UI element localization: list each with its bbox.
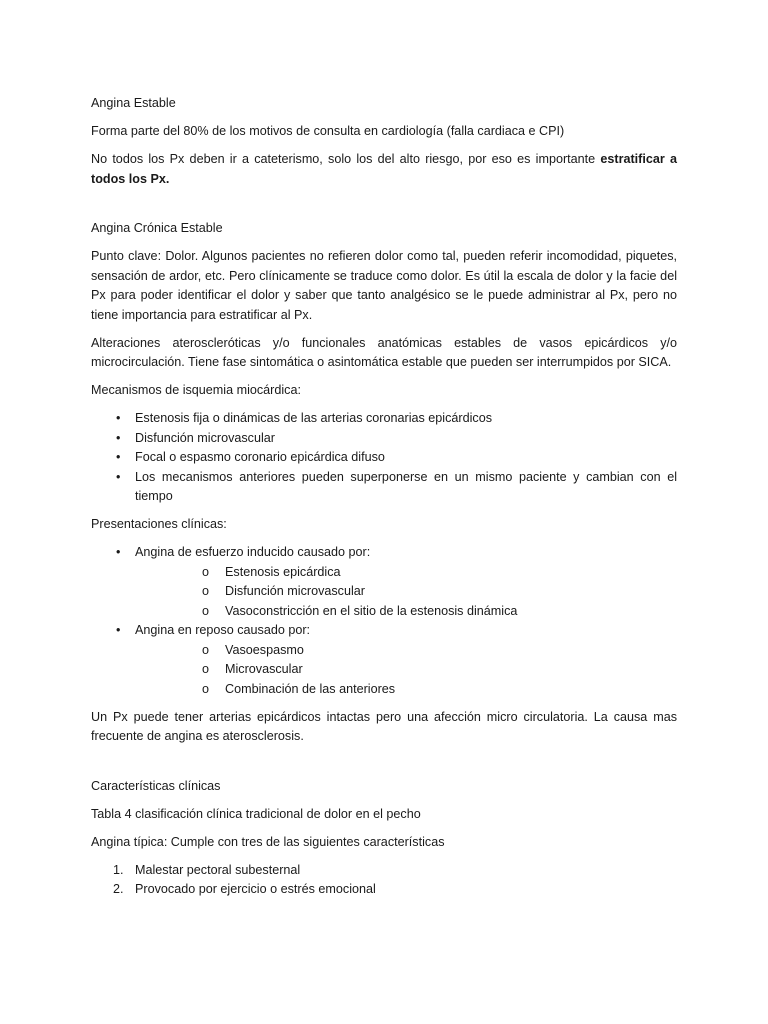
paragraph-motivos-consulta: Forma parte del 80% de los motivos de consulta en cardiología (falla cardiaca e CPI)	[91, 124, 565, 138]
paragraph-punto-clave: Punto clave: Dolor. Algunos pacientes no refieren dolor como tal, pueden referir incomodidad, piquetes, sensación de ardor, etc. Pero clínicamente se traduce como dolor. Es útil la escala de dolor y la facie del Px para poder identificar el dolor y saber que tanto analgésico se le puede administrar al Px, pero no tiene importancia para estratificar al Px.	[91, 249, 677, 322]
numbered-item-text: Malestar pectoral subesternal	[135, 862, 301, 877]
numbered-item	[91, 880, 677, 900]
list-item	[91, 429, 677, 449]
sub-list-item	[135, 563, 677, 583]
list-item	[91, 448, 677, 468]
paragraph-angina-tipica: Angina típica: Cumple con tres de las siguientes características	[91, 834, 445, 849]
list-item	[91, 409, 677, 429]
bullet-marker: •	[116, 411, 121, 425]
sub-bullet-marker: o	[202, 642, 210, 657]
sub-bullet-marker: o	[202, 564, 210, 579]
section-title-angina-estable: Angina Estable	[91, 96, 176, 110]
numbered-item-text: Provocado por ejercicio o estrés emocional	[135, 882, 376, 896]
sub-list-item-text: Disfunción microvascular	[225, 584, 365, 598]
bullet-marker: •	[116, 430, 121, 445]
sub-bullet-marker: o	[202, 584, 210, 598]
list-item-text: Estenosis fija o dinámicas de las arterias coronarias epicárdicos	[135, 411, 492, 425]
bullet-marker: •	[116, 450, 121, 464]
sub-list-item-text: Microvascular	[225, 662, 303, 676]
presentations-heading: Presentaciones clínicas:	[91, 517, 227, 531]
sub-list-item	[135, 680, 677, 700]
list-item	[91, 468, 677, 507]
mechanisms-heading: Mecanismos de isquemia miocárdica:	[91, 383, 301, 397]
sub-list-item-text: Estenosis epicárdica	[225, 564, 341, 579]
list-item	[91, 621, 677, 699]
list-item-text: Angina en reposo causado por:	[135, 623, 311, 637]
numbered-item	[91, 861, 677, 881]
paragraph-cateterismo-bold: estratificar a todos los Px.	[91, 152, 677, 186]
sub-list-item	[135, 602, 677, 622]
number-marker: 2.	[113, 882, 124, 896]
sub-bullet-marker: o	[202, 603, 210, 618]
sub-list	[135, 641, 677, 700]
sub-bullet-marker: o	[202, 681, 210, 696]
sub-bullet-marker: o	[202, 662, 210, 676]
sub-list-item-text: Vasoespasmo	[225, 642, 304, 657]
sub-list-item	[135, 582, 677, 602]
list-item-text: Focal o espasmo coronario epicárdica difuso	[135, 450, 385, 464]
number-marker: 1.	[113, 862, 124, 877]
paragraph-alteraciones: Alteraciones ateroscleróticas y/o funcionales anatómicas estables de vasos epicárdicos y/o microcirculación. Tiene fase sintomática o asintomática estable que pueden ser interrumpidos por SICA.	[91, 335, 677, 369]
sub-list-item-text: Vasoconstricción en el sitio de la estenosis dinámica	[225, 603, 518, 618]
sub-list-item-text: Combinación de las anteriores	[225, 681, 396, 696]
paragraph-tabla-4: Tabla 4 clasificación clínica tradicional de dolor en el pecho	[91, 806, 421, 821]
list-item-text: Angina de esfuerzo inducido causado por:	[135, 545, 371, 559]
paragraph-afeccion-micro: Un Px puede tener arterias epicárdicos intactas pero una afección micro circulatoria. La causa mas frecuente de angina es aterosclerosis.	[91, 709, 677, 743]
section-title-caracteristicas: Características clínicas	[91, 778, 221, 793]
list-item-text: Los mecanismos anteriores pueden superponerse en un mismo paciente y cambian con el tiempo	[135, 469, 677, 503]
paragraph-cateterismo	[91, 150, 677, 189]
sub-list-item	[135, 660, 677, 680]
sub-list-item	[135, 641, 677, 661]
paragraph-cateterismo-text: No todos los Px deben ir a cateterismo, solo los del alto riesgo, por eso es importante	[91, 152, 601, 166]
bullet-marker: •	[116, 545, 121, 559]
document-page	[91, 94, 677, 900]
sub-list	[135, 563, 677, 622]
mechanisms-list	[91, 409, 677, 507]
criteria-list	[91, 861, 677, 900]
bullet-marker: •	[116, 623, 121, 637]
presentations-list	[91, 543, 677, 699]
section-title-angina-cronica: Angina Crónica Estable	[91, 221, 223, 235]
list-item-text: Disfunción microvascular	[135, 430, 275, 445]
list-item	[91, 543, 677, 621]
bullet-marker: •	[116, 469, 121, 484]
